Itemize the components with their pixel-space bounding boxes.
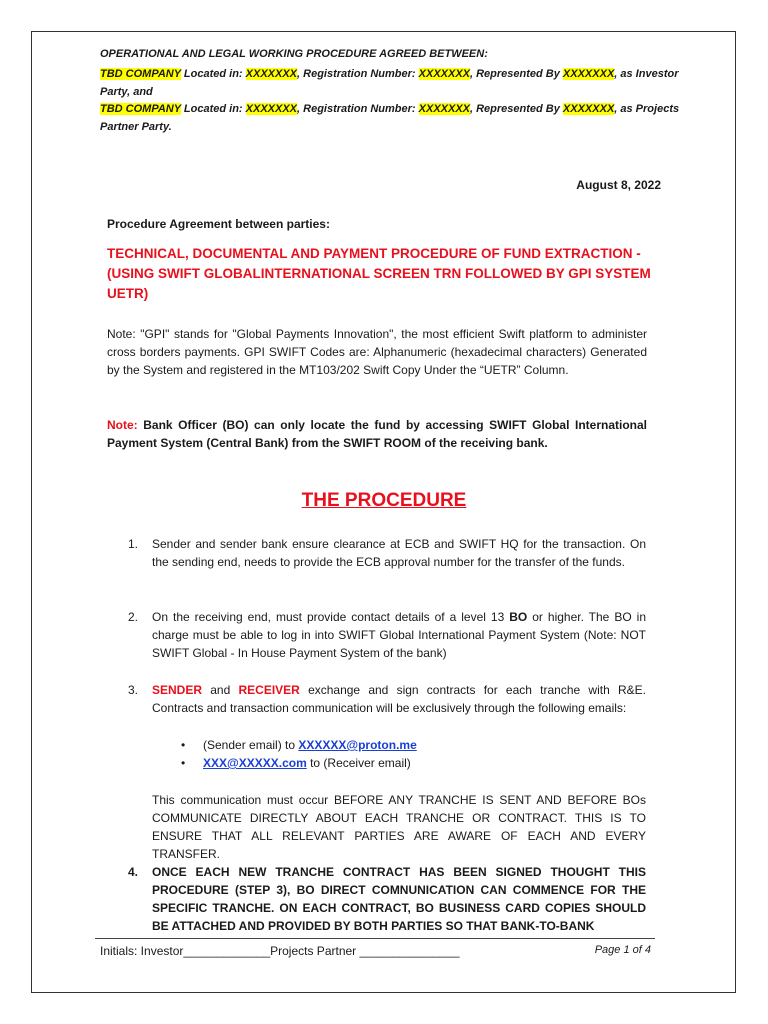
receiver-email-link[interactable]: XXX@XXXXX.com: [203, 756, 307, 770]
page-number: Page 1 of 4: [594, 944, 651, 956]
item-number-1: 1.: [128, 537, 139, 551]
location-placeholder-2: XXXXXXX: [245, 103, 298, 115]
bank-officer-note: Note: Bank Officer (BO) can only locate the fund by accessing SWIFT Global International Payment System (Central Bank) from the SWIFT ROOM of the receiving bank.: [107, 418, 647, 450]
representative-placeholder: XXXXXXX: [562, 68, 615, 80]
sender-email-line: (Sender email) to XXXXXX@proton.me: [203, 738, 417, 752]
item-number-3: 3.: [128, 683, 139, 697]
header-projects-party: TBD COMPANY Located in: XXXXXXX, Registration Number: XXXXXXX, Represented By XXXXXXX, as Projects Partner Party.: [100, 103, 680, 133]
initials-line: Initials: Investor_____________Projects Partner _______________: [100, 944, 460, 958]
procedure-title: THE PROCEDURE: [301, 490, 467, 511]
header-investor-party: TBD COMPANY Located in: XXXXXXX, Registration Number: XXXXXXX, Represented By XXXXXXX, as Investor Party, and: [100, 68, 679, 98]
header-line-1: OPERATIONAL AND LEGAL WORKING PROCEDURE AGREED BETWEEN:: [100, 48, 488, 60]
company-name-investor: TBD COMPANY: [100, 68, 181, 80]
document-date: August 8, 2022: [576, 178, 661, 192]
procedure-agreement-heading: Procedure Agreement between parties:: [107, 217, 330, 231]
main-title: TECHNICAL, DOCUMENTAL AND PAYMENT PROCEDURE OF FUND EXTRACTION - (USING SWIFT GLOBALINTERNATIONAL SCREEN TRN FOLLOWED BY GPI SYSTEM UETR): [107, 246, 651, 301]
footer-divider: [95, 938, 655, 939]
item-number-4: 4.: [128, 865, 139, 879]
communication-paragraph: This communication must occur BEFORE ANY TRANCHE IS SENT AND BEFORE BOs COMMUNICATE DIRECTLY ABOUT EACH TRANCHE OR CONTRACT. THIS IS TO ENSURE THAT ALL RELEVANT PARTIES ARE AWARE OF EACH AND EVERY TRANSFER.: [152, 793, 646, 861]
item-text-4: ONCE EACH NEW TRANCHE CONTRACT HAS BEEN SIGNED THOUGHT THIS PROCEDURE (STEP 3), BO DIRECT COMNUNICATION CAN COMMENCE FOR THE SPECIFIC TRANCHE. ON EACH CONTRACT, BO BUSINESS CARD COPIES SHOULD BE ATTACHED AND PROVIDED BY BOTH PARTIES SO THAT BANK-TO-BANK: [152, 865, 646, 933]
sender-email-link[interactable]: XXXXXX@proton.me: [298, 738, 417, 752]
gpi-note: Note: "GPI" stands for "Global Payments Innovation", the most efficient Swift platform to administer cross borders payments. GPI SWIFT Codes are: Alphanumeric (hexadecimal characters) Generated by the System and registered in the MT103/202 Swift Copy Under the “UETR” Column.: [107, 327, 647, 377]
item-text-2: On the receiving end, must provide contact details of a level 13 BO or higher. The BO in charge must be able to log in into SWIFT Global International Payment System (Note: NOT SWIFT Global - In House Payment System of the bank): [152, 610, 646, 660]
bullet-2: •: [181, 756, 186, 770]
item-number-2: 2.: [128, 610, 139, 624]
company-name-projects: TBD COMPANY: [100, 103, 181, 115]
sender-label: SENDER: [152, 683, 203, 697]
item-text-1: Sender and sender bank ensure clearance at ECB and SWIFT HQ for the transaction. On the sending end, needs to provide the ECB approval number for the transfer of the funds.: [152, 537, 646, 569]
representative-placeholder-2: XXXXXXX: [562, 103, 615, 115]
location-placeholder: XXXXXXX: [245, 68, 298, 80]
receiver-label: RECEIVER: [238, 683, 300, 697]
bullet-1: •: [181, 738, 186, 752]
registration-placeholder: XXXXXXX: [418, 68, 470, 80]
receiver-email-line: XXX@XXXXX.com to (Receiver email): [203, 756, 411, 770]
registration-placeholder-2: XXXXXXX: [418, 103, 470, 115]
item-text-3: SENDER and RECEIVER exchange and sign contracts for each tranche with R&E. Contracts and transaction communication will be exclusively through the following emails:: [152, 683, 646, 715]
